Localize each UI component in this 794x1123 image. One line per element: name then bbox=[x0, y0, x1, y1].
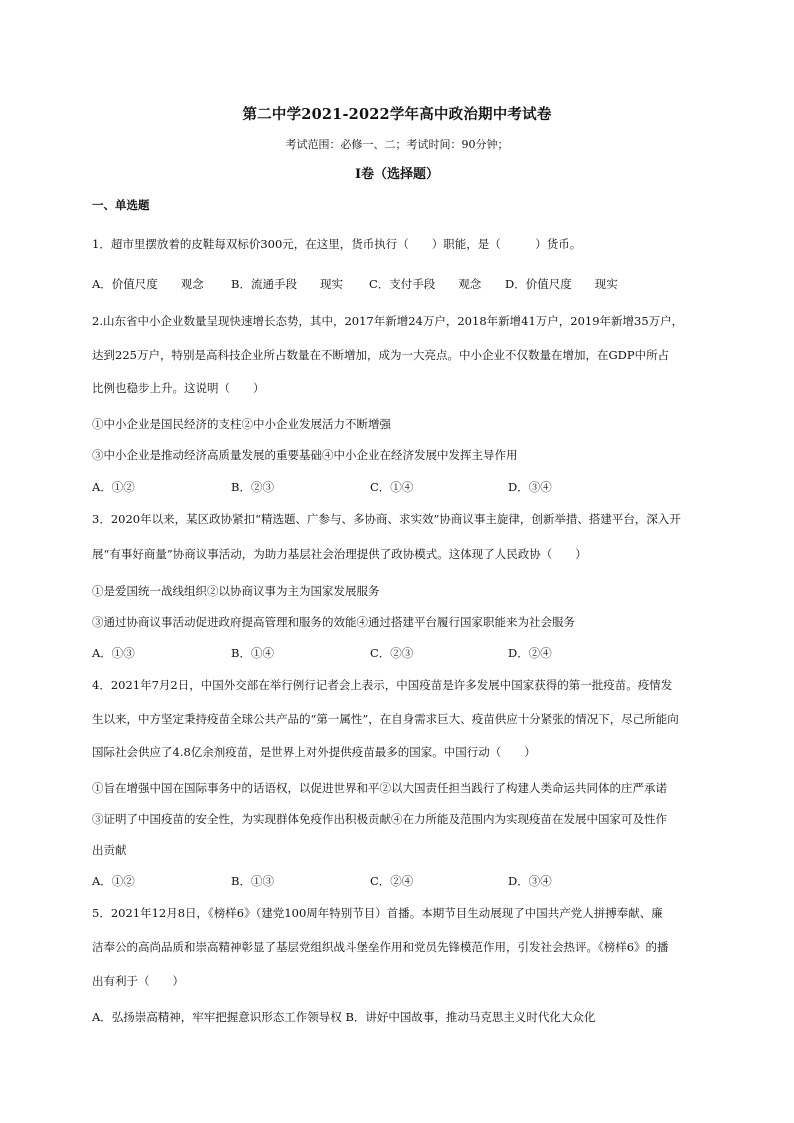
q2-option-b[interactable]: B．②③ bbox=[231, 480, 274, 494]
question-5-stem-line-3: 出有利于（ ） bbox=[92, 974, 184, 988]
section-heading: 一、单选题 bbox=[92, 198, 150, 212]
question-2-statement-2: ③中小企业是推动经济高质量发展的重要基础④中小企业在经济发展中发挥主导作用 bbox=[92, 448, 518, 462]
question-5-options-line[interactable]: A．弘扬崇高精神，牢牢把握意识形态工作领导权 B．讲好中国故事，推动马克思主义时代化大众化 bbox=[92, 1010, 596, 1024]
q4-option-a[interactable]: A．①② bbox=[92, 874, 135, 888]
question-1-stem: 1．超市里摆放着的皮鞋每双标价300元，在这里，货币执行（ ）职能，是（ ）货币。 bbox=[92, 237, 582, 251]
exam-title: 第二中学2021-2022学年高中政治期中考试卷 bbox=[242, 106, 552, 123]
q2-option-d[interactable]: D．③④ bbox=[508, 480, 552, 494]
question-4-statement-3: 出贡献 bbox=[92, 843, 127, 857]
volume-heading: I卷（选择题） bbox=[354, 167, 440, 182]
question-5-stem-line-2: 洁奉公的高尚品质和崇高精神彰显了基层党组织战斗堡垒作用和党员先锋模范作用，引发社会热评。《榜样6》的播 bbox=[92, 940, 669, 954]
q2-option-c[interactable]: C．①④ bbox=[370, 480, 414, 494]
q3-option-a[interactable]: A．①③ bbox=[92, 646, 135, 660]
q4-option-c[interactable]: C．②④ bbox=[370, 874, 414, 888]
question-4-stem-line-1: 4．2021年7月2日，中国外交部在举行例行记者会上表示，中国疫苗是许多发展中国家获得的第一批疫苗。疫情发 bbox=[92, 678, 673, 692]
q3-option-c[interactable]: C．②③ bbox=[370, 646, 414, 660]
q4-option-b[interactable]: B．①③ bbox=[231, 874, 274, 888]
question-4-options bbox=[92, 873, 702, 889]
exam-subtitle: 考试范围：必修一、二；考试时间：90分钟； bbox=[285, 138, 509, 151]
question-3-stem-line-2: 展“有事好商量”协商议事活动，为助力基层社会治理提供了政协模式。这体现了人民政协（ ） bbox=[92, 547, 587, 561]
question-4-statement-1: ①旨在增强中国在国际事务中的话语权，以促进世界和平②以大国责任担当践行了构建人类命运共同体的庄严承诺 bbox=[92, 781, 667, 795]
q1-option-b[interactable]: B．流通手段 现实 bbox=[231, 277, 343, 291]
question-2-stem-line-3: 比例也稳步上升。这说明（ ） bbox=[92, 381, 265, 395]
question-2-stem-line-1: 2.山东省中小企业数量呈现快速增长态势，其中，2017年新增24万户，2018年新增41万户，2019年新增35万户， bbox=[92, 314, 684, 328]
q3-option-d[interactable]: D．②④ bbox=[508, 646, 552, 660]
question-4-stem-line-2: 生以来，中方坚定秉持疫苗全球公共产品的“第一属性”，在自身需求巨大、疫苗供应十分紧张的情况下，尽己所能向 bbox=[92, 712, 679, 726]
question-3-stem-line-1: 3．2020年以来，某区政协紧扣“精选题、广参与、多协商、求实效”协商议事主旋律，创新举措、搭建平台，深入开 bbox=[92, 512, 681, 526]
q3-option-b[interactable]: B．①④ bbox=[231, 646, 274, 660]
question-3-statement-1: ①是爱国统一战线组织②以协商议事为主为国家发展服务 bbox=[92, 584, 380, 598]
q1-option-c[interactable]: C．支付手段 观念 bbox=[369, 277, 482, 291]
q1-option-a[interactable]: A．价值尺度 观念 bbox=[92, 277, 204, 291]
question-2-stem-line-2: 达到225万户，特别是高科技企业所占数量在不断增加，成为一大亮点。中小企业不仅数量在增加，在GDP中所占 bbox=[92, 348, 670, 362]
question-3-statement-2: ③通过协商议事活动促进政府提高管理和服务的效能④通过搭建平台履行国家职能来为社会服务 bbox=[92, 615, 575, 629]
question-5-stem-line-1: 5．2021年12月8日，《榜样6》（建党100周年特别节目）首播。本期节目生动展现了中国共产党人拼搏奉献、廉 bbox=[92, 906, 663, 920]
question-4-statement-2: ③证明了中国疫苗的安全性，为实现群体免疫作出积极贡献④在力所能及范围内为实现疫苗在发展中国家可及性作 bbox=[92, 812, 667, 826]
q1-option-d[interactable]: D．价值尺度 现实 bbox=[505, 277, 618, 291]
question-3-options bbox=[92, 645, 702, 661]
question-2-options bbox=[92, 479, 702, 495]
q4-option-d[interactable]: D．③④ bbox=[508, 874, 552, 888]
question-2-statement-1: ①中小企业是国民经济的支柱②中小企业发展活力不断增强 bbox=[92, 417, 391, 431]
question-1-options bbox=[92, 276, 702, 292]
question-4-stem-line-3: 国际社会供应了4.8亿余剂疫苗，是世界上对外提供疫苗最多的国家。中国行动（ ） bbox=[92, 745, 536, 759]
q2-option-a[interactable]: A．①② bbox=[92, 480, 135, 494]
